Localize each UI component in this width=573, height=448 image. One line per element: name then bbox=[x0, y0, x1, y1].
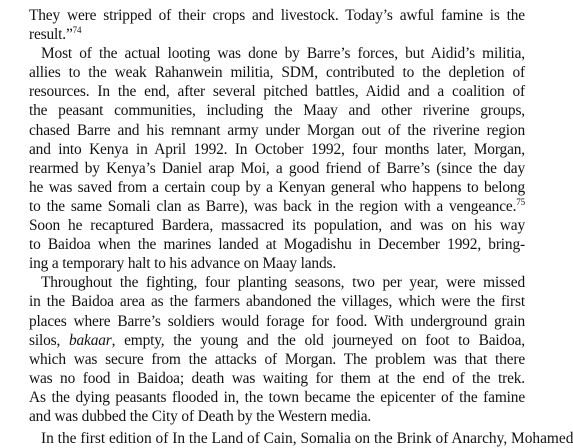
text-line: allies to the weak Rahanwein militia, SDM, contributed to the depletion of bbox=[29, 64, 525, 82]
text-line: Most of the actual looting was done by Barre’s forces, but Aidid’s militia, bbox=[41, 45, 525, 63]
italic-term: bakaar bbox=[68, 331, 112, 349]
text-line: he was saved from a certain coup by a Kenyan general who happens to belong bbox=[29, 178, 525, 196]
text-line: They were stripped of their crops and livestock. Today’s awful famine is the bbox=[29, 7, 525, 24]
text-line: was no food in Baidoa; death was waiting for them at the end of the trek. bbox=[29, 369, 525, 387]
text-line: and into Kenya in April 1992. In October 1992, four months later, Morgan, bbox=[29, 140, 525, 158]
text-line: Soon he recaptured Bardera, massacred its population, and was on his way bbox=[29, 217, 525, 235]
paragraph-3 bbox=[29, 273, 525, 426]
text-line: to Baidoa when the marines landed at Mogadishu in December 1992, bring- bbox=[29, 236, 525, 254]
body-text bbox=[29, 6, 525, 426]
text-line: chased Barre and his remnant army under Morgan out of the riverine region bbox=[29, 121, 525, 139]
text-line: rearmed by Kenya’s Daniel arap Moi, a good friend of Barre’s (since the day bbox=[29, 159, 525, 177]
text-line bbox=[29, 197, 525, 216]
text-line: and was dubbed the City of Death by the Western media. bbox=[29, 407, 372, 425]
text-line: in the Baidoa area as the farmers abandoned the villages, which were the first bbox=[29, 293, 525, 311]
text-line: resources. In the end, after several pitched battles, Aidid and a coalition of bbox=[29, 83, 525, 101]
text-line: the peasant communities, including the Maay and other riverine groups, bbox=[29, 102, 525, 120]
text-line bbox=[29, 331, 525, 350]
line-text: result.” bbox=[29, 26, 73, 44]
paragraph-1 bbox=[29, 6, 525, 44]
paragraph-2 bbox=[29, 44, 525, 273]
text-line: places where Barre’s soldiers would forage for food. With underground grain bbox=[29, 312, 525, 330]
footnote-marker: 75 bbox=[516, 196, 525, 207]
text-line: ing a temporary halt to his advance on Maay lands. bbox=[29, 255, 337, 273]
line-text: silos, bbox=[29, 331, 69, 349]
text-line bbox=[29, 25, 525, 44]
text-line: As the dying peasants flooded in, the town became the epicenter of the famine bbox=[29, 388, 525, 406]
line-text: In the first edition of In the Land of Cain, Somalia on the Brink of Anarchy, Mohamed bbox=[41, 430, 573, 447]
line-text: , empty, the young and the old journeyed on foot to Baidoa, bbox=[111, 331, 526, 349]
text-line: Throughout the fighting, four planting seasons, two per year, were missed bbox=[41, 274, 525, 292]
line-text: to the same Somali clan as Barre), was back in the region with a vengeance. bbox=[29, 197, 517, 215]
text-line: which was secure from the attacks of Morgan. The problem was that there bbox=[29, 350, 525, 368]
cutoff-text-line bbox=[29, 429, 573, 447]
footnote-marker: 74 bbox=[72, 24, 82, 35]
